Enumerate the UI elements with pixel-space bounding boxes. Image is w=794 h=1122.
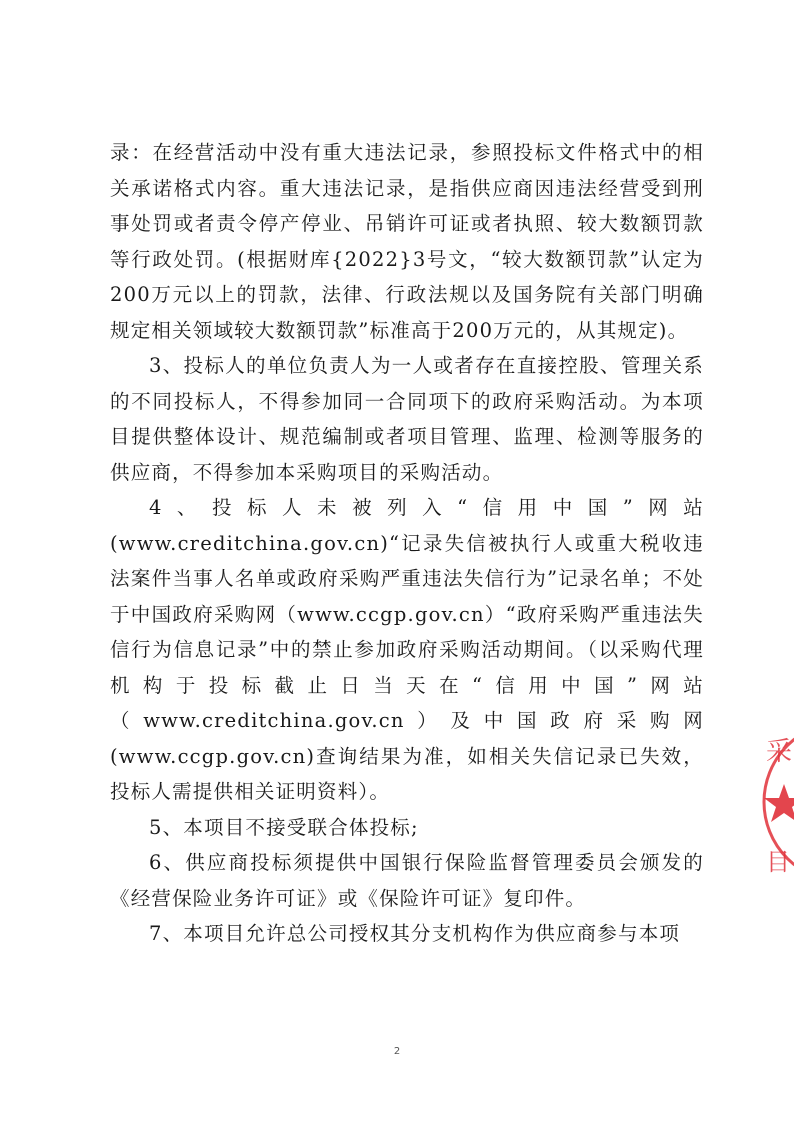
paragraph-item-4: 4、投标人未被列入“信用中国”网站(www.creditchina.gov.cn)“记录失信被执行人或重大税收违法案件当事人名单或政府采购严重违法失信行为”记录名单；不处于中国政府采购网（www.ccgp.gov.cn）“政府采购严重违法失信行为信息记录”中的禁止参加政府采购活动期间。（以采购代理机构于投标截止日当天在“信用中国”网站（www.creditchina.gov.cn）及中国政府采购网(www.ccgp.gov.cn)查询结果为准，如相关失信记录已失效，投标人需提供相关证明资料）。 bbox=[110, 496, 704, 803]
page-body bbox=[110, 135, 704, 952]
official-seal bbox=[752, 712, 794, 892]
paragraph-item-7: 7、本项目允许总公司授权其分支机构作为供应商参与本项 bbox=[149, 922, 681, 945]
seal-stamp-icon bbox=[752, 712, 794, 892]
paragraph-item-3: 3、投标人的单位负责人为一人或者存在直接控股、管理关系的不同投标人，不得参加同一合同项下的政府采购活动。为本项目提供整体设计、规范编制或者项目管理、监理、检测等服务的供应商，不得参加本采购项目的采购活动。 bbox=[110, 354, 704, 484]
paragraph-item-6: 6、供应商投标须提供中国银行保险监督管理委员会颁发的《经营保险业务许可证》或《保险许可证》复印件。 bbox=[110, 851, 704, 910]
paragraph-continued-record: 录：在经营活动中没有重大违法记录，参照投标文件格式中的相关承诺格式内容。重大违法记录，是指供应商因违法经营受到刑事处罚或者责令停产停业、吊销许可证或者执照、较大数额罚款等行政处罚。(根据财库{2022}3号文，“较大数额罚款”认定为200万元以上的罚款，法律、行政法规以及国务院有关部门明确规定相关领域较大数额罚款”标准高于200万元的，从其规定)。 bbox=[110, 141, 704, 342]
seal-char-bottom: 目 bbox=[766, 848, 790, 876]
page-number: 2 bbox=[393, 1046, 401, 1057]
paragraph-item-5: 5、本项目不接受联合体投标; bbox=[149, 815, 419, 839]
seal-char-top: 采 bbox=[766, 737, 793, 767]
